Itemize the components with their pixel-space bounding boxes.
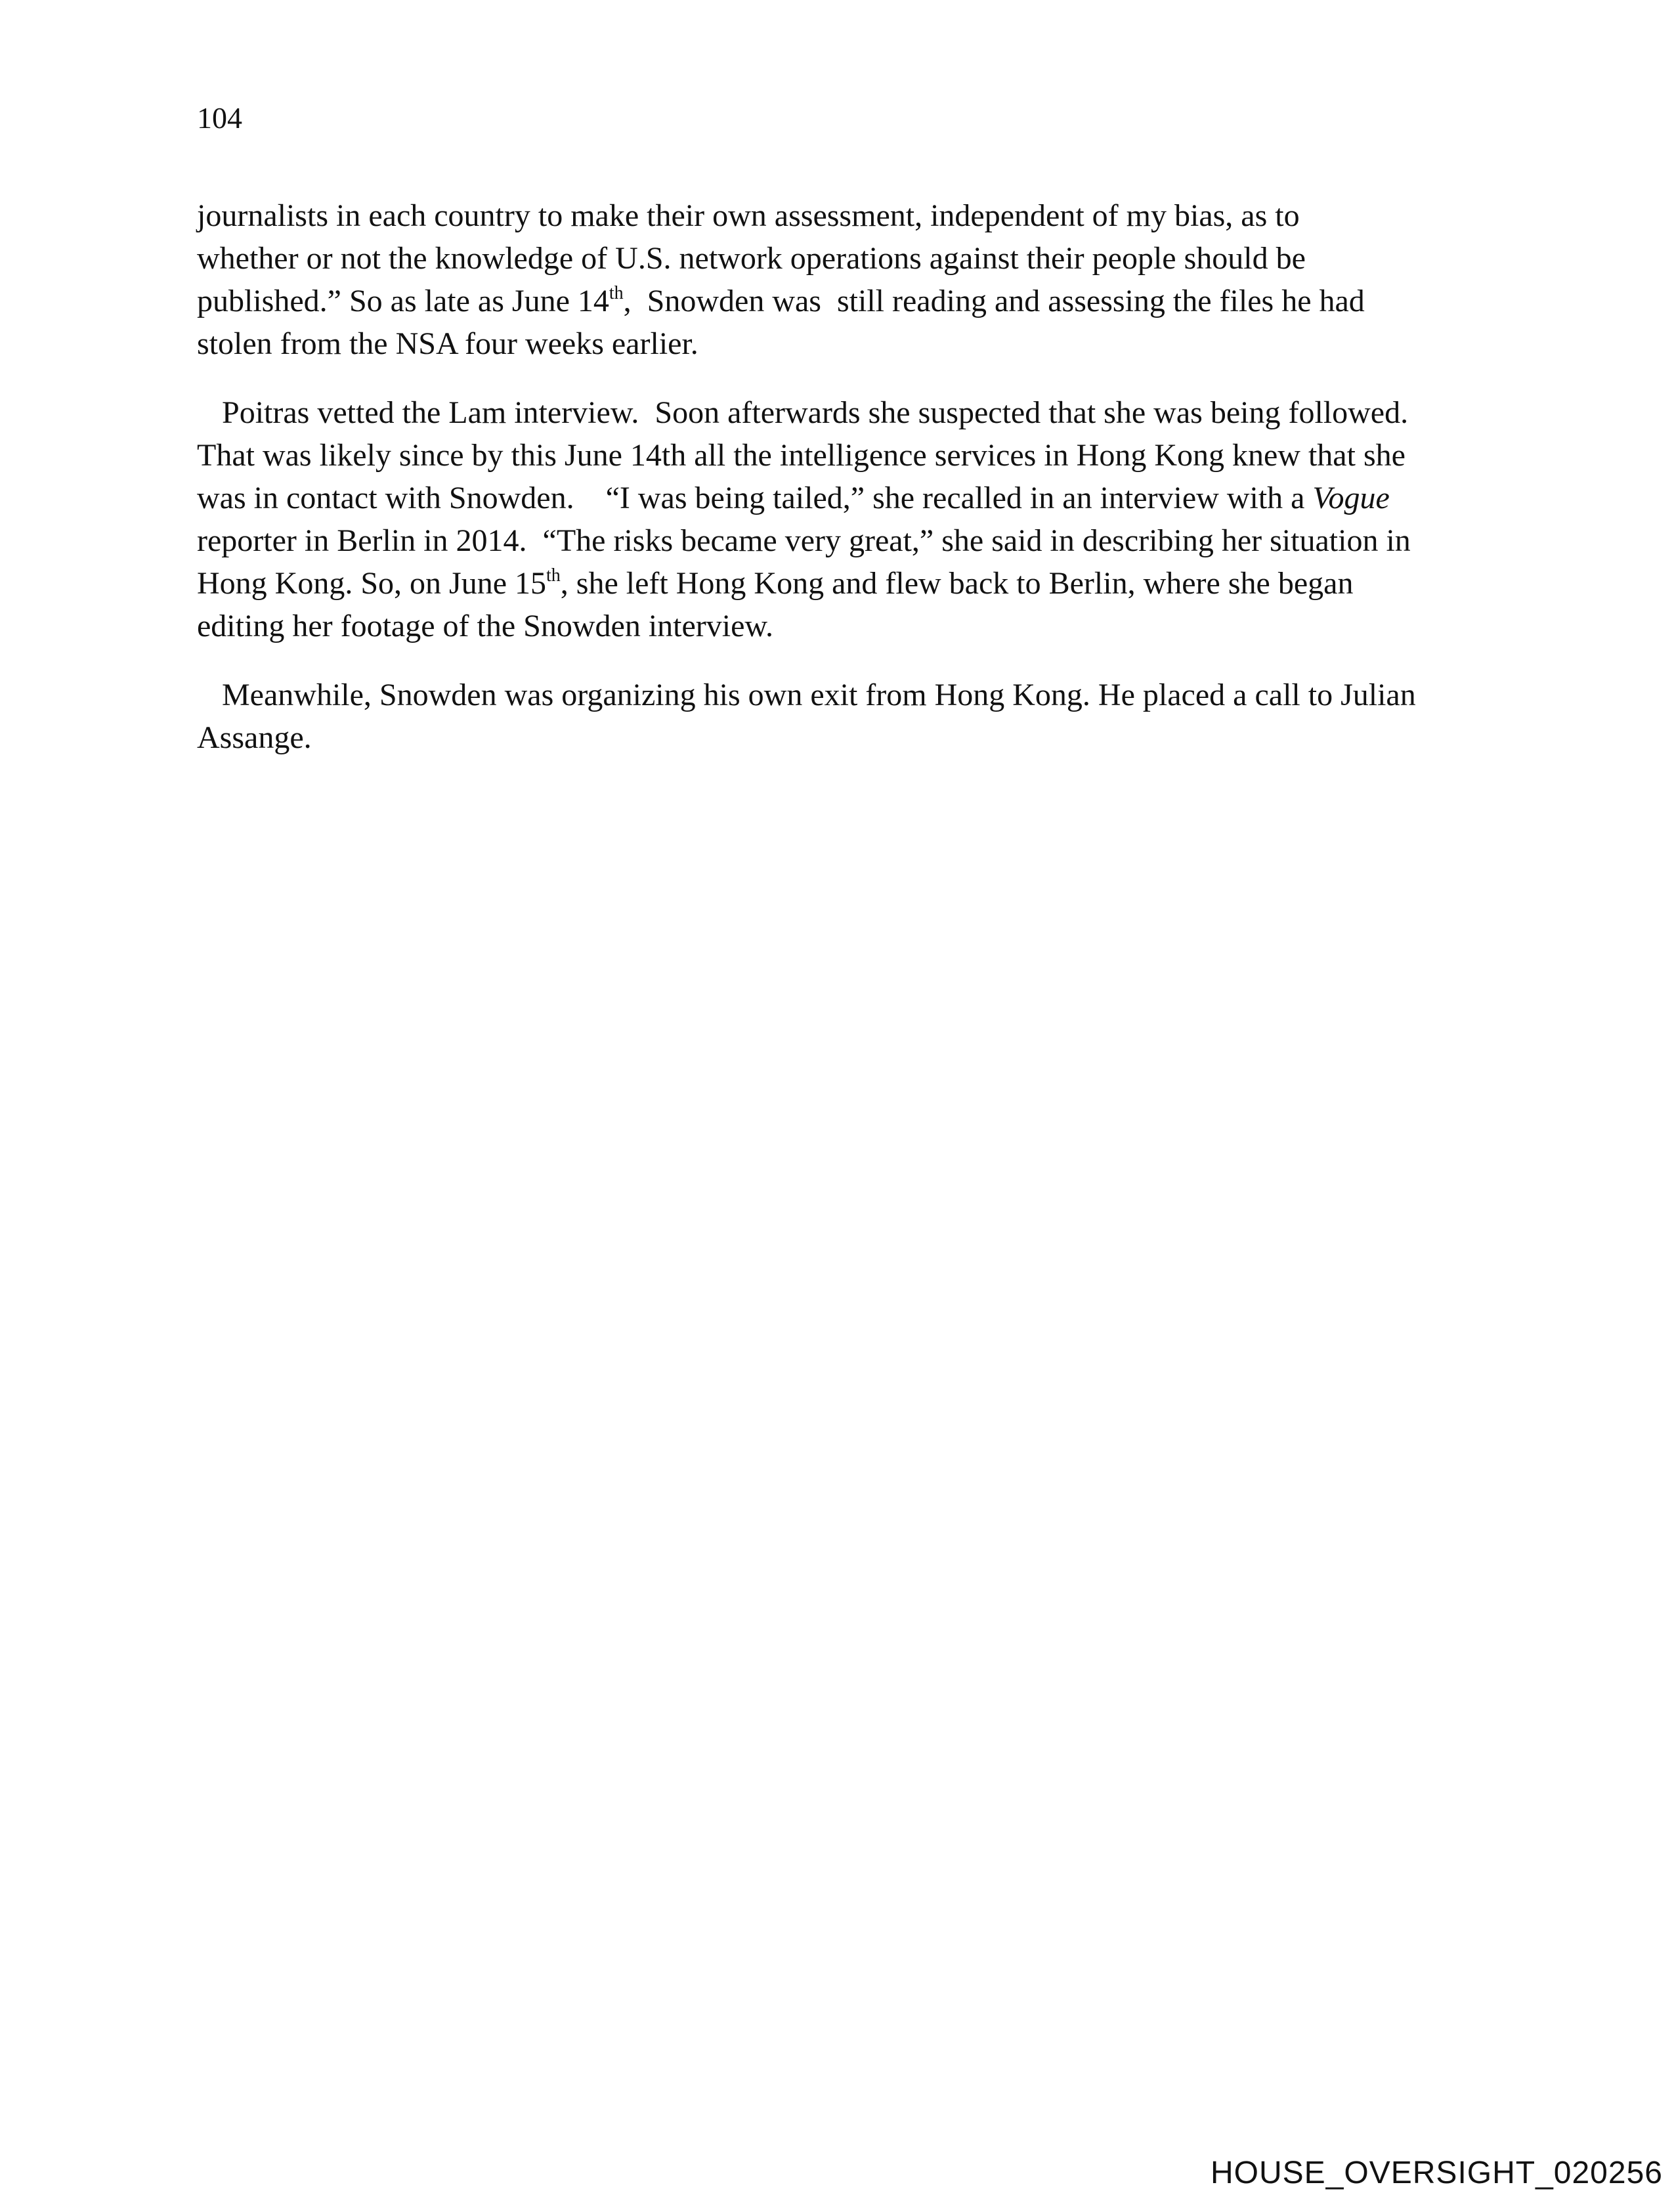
text-line: whether or not the knowledge of U.S. network operations against their people should be (197, 241, 1306, 276)
document-id-footer: HOUSE_OVERSIGHT_020256 (1211, 2156, 1663, 2190)
page-number: 104 (197, 101, 242, 135)
body-text (197, 194, 1484, 785)
text-line: Meanwhile, Snowden was organizing his own exit from Hong Kong. He placed a call to Julian (222, 678, 1416, 712)
magazine-title: Vogue (1312, 481, 1390, 515)
text-segment: Hong Kong. So, on June 15 (197, 566, 547, 601)
text-line: journalists in each country to make their own assessment, independent of my bias, as to (197, 198, 1300, 233)
paragraph (197, 674, 1484, 759)
text-segment: was in contact with Snowden. “I was being tailed,” she recalled in an interview with a (197, 481, 1313, 515)
text-line (197, 477, 1484, 519)
ordinal-suffix: th (609, 283, 624, 303)
text-line: That was likely since by this June 14th all the intelligence services in Hong Kong knew that she (197, 438, 1406, 473)
paragraph (197, 194, 1484, 365)
paragraph (197, 391, 1484, 647)
text-line: editing her footage of the Snowden interview. (197, 609, 773, 643)
text-segment: , Snowden was still reading and assessing the files he had (623, 284, 1365, 318)
text-line: Assange. (197, 720, 312, 755)
text-line: stolen from the NSA four weeks earlier. (197, 326, 698, 361)
text-segment: published.” So as late as June 14 (197, 284, 609, 318)
text-line (197, 280, 1484, 322)
text-segment: , she left Hong Kong and flew back to Berlin, where she began (560, 566, 1354, 601)
text-line: Poitras vetted the Lam interview. Soon afterwards she suspected that she was being followed. (222, 395, 1409, 430)
text-line: reporter in Berlin in 2014. “The risks became very great,” she said in describing her situation in (197, 523, 1411, 558)
ordinal-suffix: th (546, 565, 561, 586)
text-line (197, 562, 1484, 605)
